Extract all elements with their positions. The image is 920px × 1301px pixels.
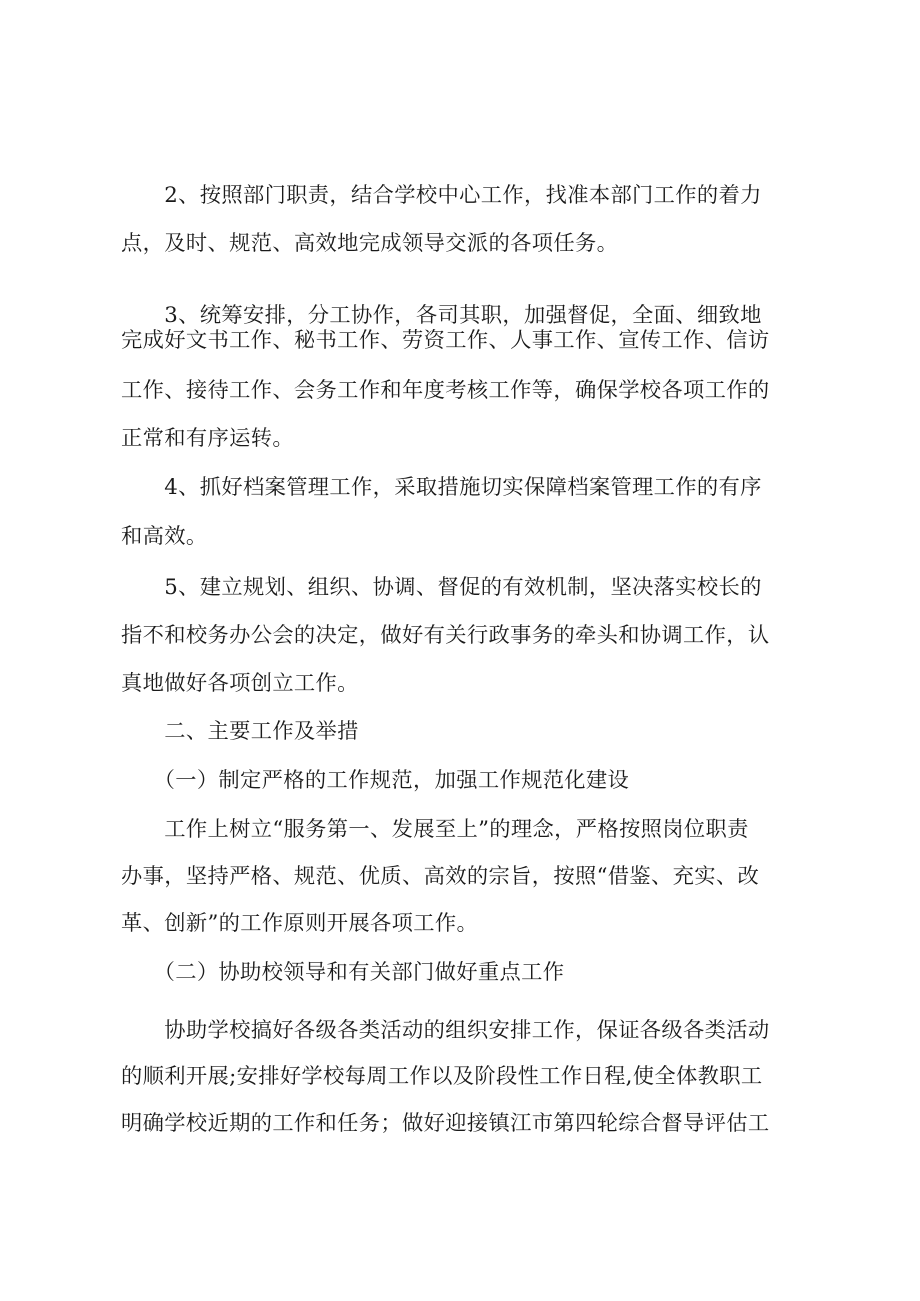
subsection-heading: （二）协助校领导和有关部门做好重点工作	[121, 960, 565, 985]
text-line: 指不和校务办公会的决定，做好有关行政事务的牵头和协调工作，认	[121, 623, 770, 648]
text-line: 革、创新”的工作原则开展各项工作。	[121, 911, 479, 936]
text-line: 点，及时、规范、高效地完成领导交派的各项任务。	[121, 231, 619, 256]
text-line: 的顺利开展;安排好学校每周工作以及阶段性工作日程,使全体教职工	[121, 1064, 763, 1089]
text-line: 5、建立规划、组织、协调、督促的有效机制，坚决落实校长的	[121, 575, 762, 600]
text-line: 办事，坚持严格、规范、优质、高效的宗旨，按照“借鉴、充实、改	[121, 864, 760, 889]
text-line: 正常和有序运转。	[121, 426, 294, 451]
text-line: 工作上树立“服务第一、发展至上”的理念，严格按照岗位职责	[121, 817, 749, 842]
text-line: 3、统筹安排，分工协作，各司其职，加强督促，全面、细致地	[121, 303, 762, 328]
text-line: 工作、接待工作、会务工作和年度考核工作等，确保学校各项工作的	[121, 378, 770, 403]
text-line: 协助学校搞好各级各类活动的组织安排工作，保证各级各类活动	[121, 1018, 770, 1043]
text-line: 完成好文书工作、秘书工作、劳资工作、人事工作、宣传工作、信访	[121, 328, 770, 353]
text-line: 明确学校近期的工作和任务；做好迎接镇江市第四轮综合督导评估工	[121, 1111, 770, 1136]
subsection-heading: （一）制定严格的工作规范，加强工作规范化建设	[121, 768, 630, 793]
text-line: 4、抓好档案管理工作，采取措施切实保障档案管理工作的有序	[121, 475, 762, 500]
section-heading: 二、主要工作及举措	[121, 719, 359, 744]
text-line: 真地做好各项创立工作。	[121, 671, 359, 696]
text-line: 2、按照部门职责，结合学校中心工作，找准本部门工作的着力	[121, 183, 762, 208]
text-line: 和高效。	[121, 524, 208, 549]
